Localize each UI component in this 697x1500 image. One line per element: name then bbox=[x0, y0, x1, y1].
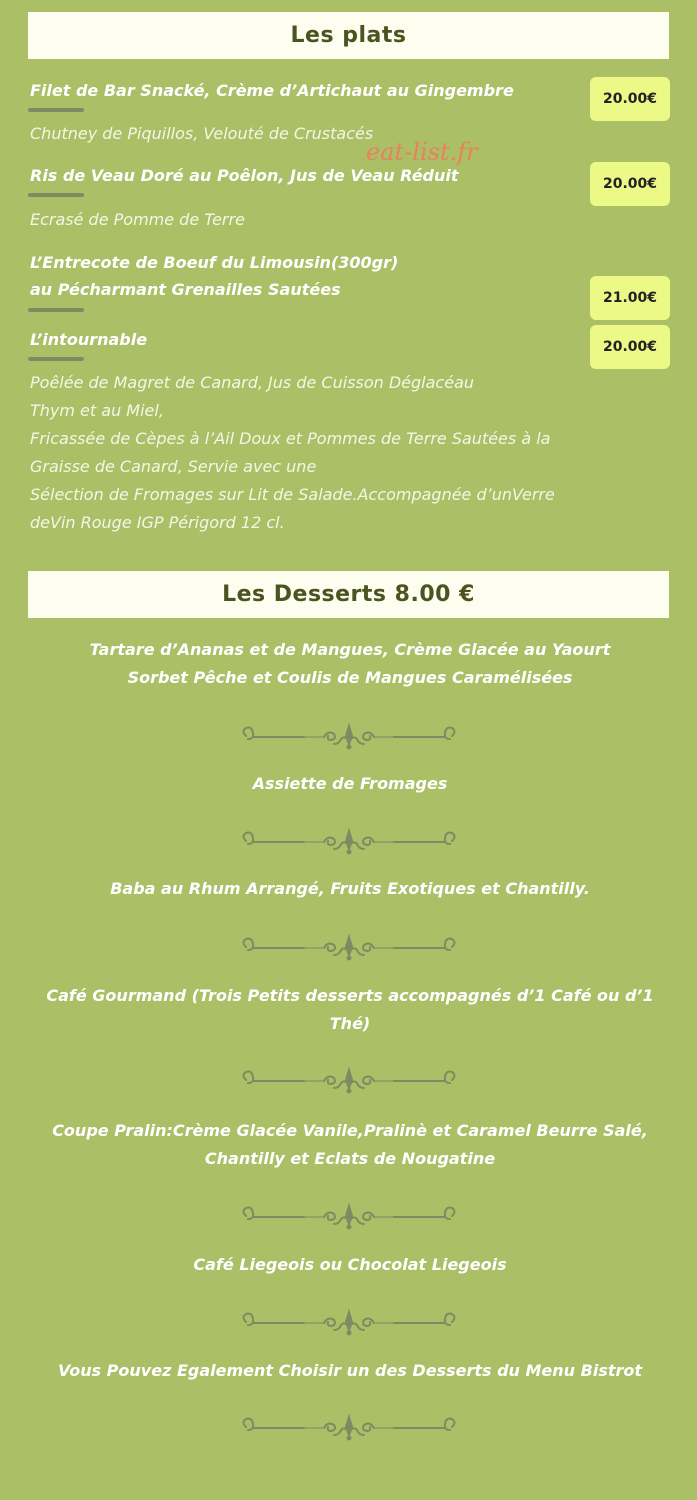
dish-description: deVin Rouge IGP Périgord 12 cl. bbox=[30, 513, 285, 532]
dish-description: Sélection de Fromages sur Lit de Salade.Accompagnée d’unVerre bbox=[30, 485, 555, 504]
dessert-item bbox=[30, 1117, 670, 1173]
dessert-line: Coupe Pralin:Crème Glacée Vanile,Pralinè et Caramel Beurre Salé, bbox=[52, 1121, 648, 1140]
title-underline bbox=[28, 108, 84, 112]
dessert-item bbox=[30, 770, 670, 798]
dessert-item bbox=[30, 1357, 670, 1385]
watermark-text: eat-list.fr bbox=[366, 138, 478, 166]
price-badge: 20.00€ bbox=[590, 162, 670, 206]
dish-title: L’Entrecote de Boeuf du Limousin(300gr) bbox=[30, 253, 399, 272]
price-badge: 20.00€ bbox=[590, 325, 670, 369]
scroll-ornament-icon bbox=[238, 1202, 460, 1232]
dessert-line: Assiette de Fromages bbox=[252, 774, 448, 793]
dish-description: Poêlée de Magret de Canard, Jus de Cuisson Déglacéau bbox=[30, 373, 475, 392]
dish-description: Ecrasé de Pomme de Terre bbox=[30, 210, 245, 229]
title-underline bbox=[28, 308, 84, 312]
dessert-line: Sorbet Pêche et Coulis de Mangues Caramélisées bbox=[127, 668, 573, 687]
dessert-line: Café Gourmand (Trois Petits desserts accompagnés d’1 Café ou d’1 bbox=[46, 986, 654, 1005]
dessert-line: Vous Pouvez Egalement Choisir un des Desserts du Menu Bistrot bbox=[57, 1361, 643, 1380]
title-underline bbox=[28, 357, 84, 361]
desserts-heading: Les Desserts 8.00 € bbox=[28, 571, 669, 618]
dessert-item bbox=[30, 875, 670, 903]
scroll-ornament-icon bbox=[238, 1066, 460, 1096]
dessert-item bbox=[30, 982, 670, 1038]
dessert-line: Tartare d’Ananas et de Mangues, Crème Glacée au Yaourt bbox=[89, 640, 611, 659]
dish-description: Chutney de Piquillos, Velouté de Crustacés bbox=[30, 124, 374, 143]
dish-title: Filet de Bar Snacké, Crème d’Artichaut au Gingembre bbox=[30, 81, 514, 100]
dessert-line: Thé) bbox=[329, 1014, 371, 1033]
price-badge: 21.00€ bbox=[590, 276, 670, 320]
dish-title: Ris de Veau Doré au Poêlon, Jus de Veau Réduit bbox=[30, 166, 459, 185]
title-underline bbox=[28, 193, 84, 197]
dish-description: Fricassée de Cèpes à l’Ail Doux et Pommes de Terre Sautées à la bbox=[30, 429, 551, 448]
dish-title: L’intournable bbox=[30, 330, 148, 349]
dessert-line: Café Liegeois ou Chocolat Liegeois bbox=[193, 1255, 507, 1274]
dessert-item bbox=[30, 636, 670, 692]
scroll-ornament-icon bbox=[238, 722, 460, 752]
dessert-item bbox=[30, 1251, 670, 1279]
scroll-ornament-icon bbox=[238, 1308, 460, 1338]
scroll-ornament-icon bbox=[238, 1413, 460, 1443]
dish-description: Thym et au Miel, bbox=[30, 401, 164, 420]
plats-heading: Les plats bbox=[28, 12, 669, 59]
price-badge: 20.00€ bbox=[590, 77, 670, 121]
scroll-ornament-icon bbox=[238, 933, 460, 963]
dish-description: Graisse de Canard, Servie avec une bbox=[30, 457, 317, 476]
dessert-line: Chantilly et Eclats de Nougatine bbox=[204, 1149, 496, 1168]
dessert-line: Baba au Rhum Arrangé, Fruits Exotiques et Chantilly. bbox=[110, 879, 590, 898]
scroll-ornament-icon bbox=[238, 827, 460, 857]
dish-title: au Pécharmant Grenailles Sautées bbox=[30, 280, 341, 299]
